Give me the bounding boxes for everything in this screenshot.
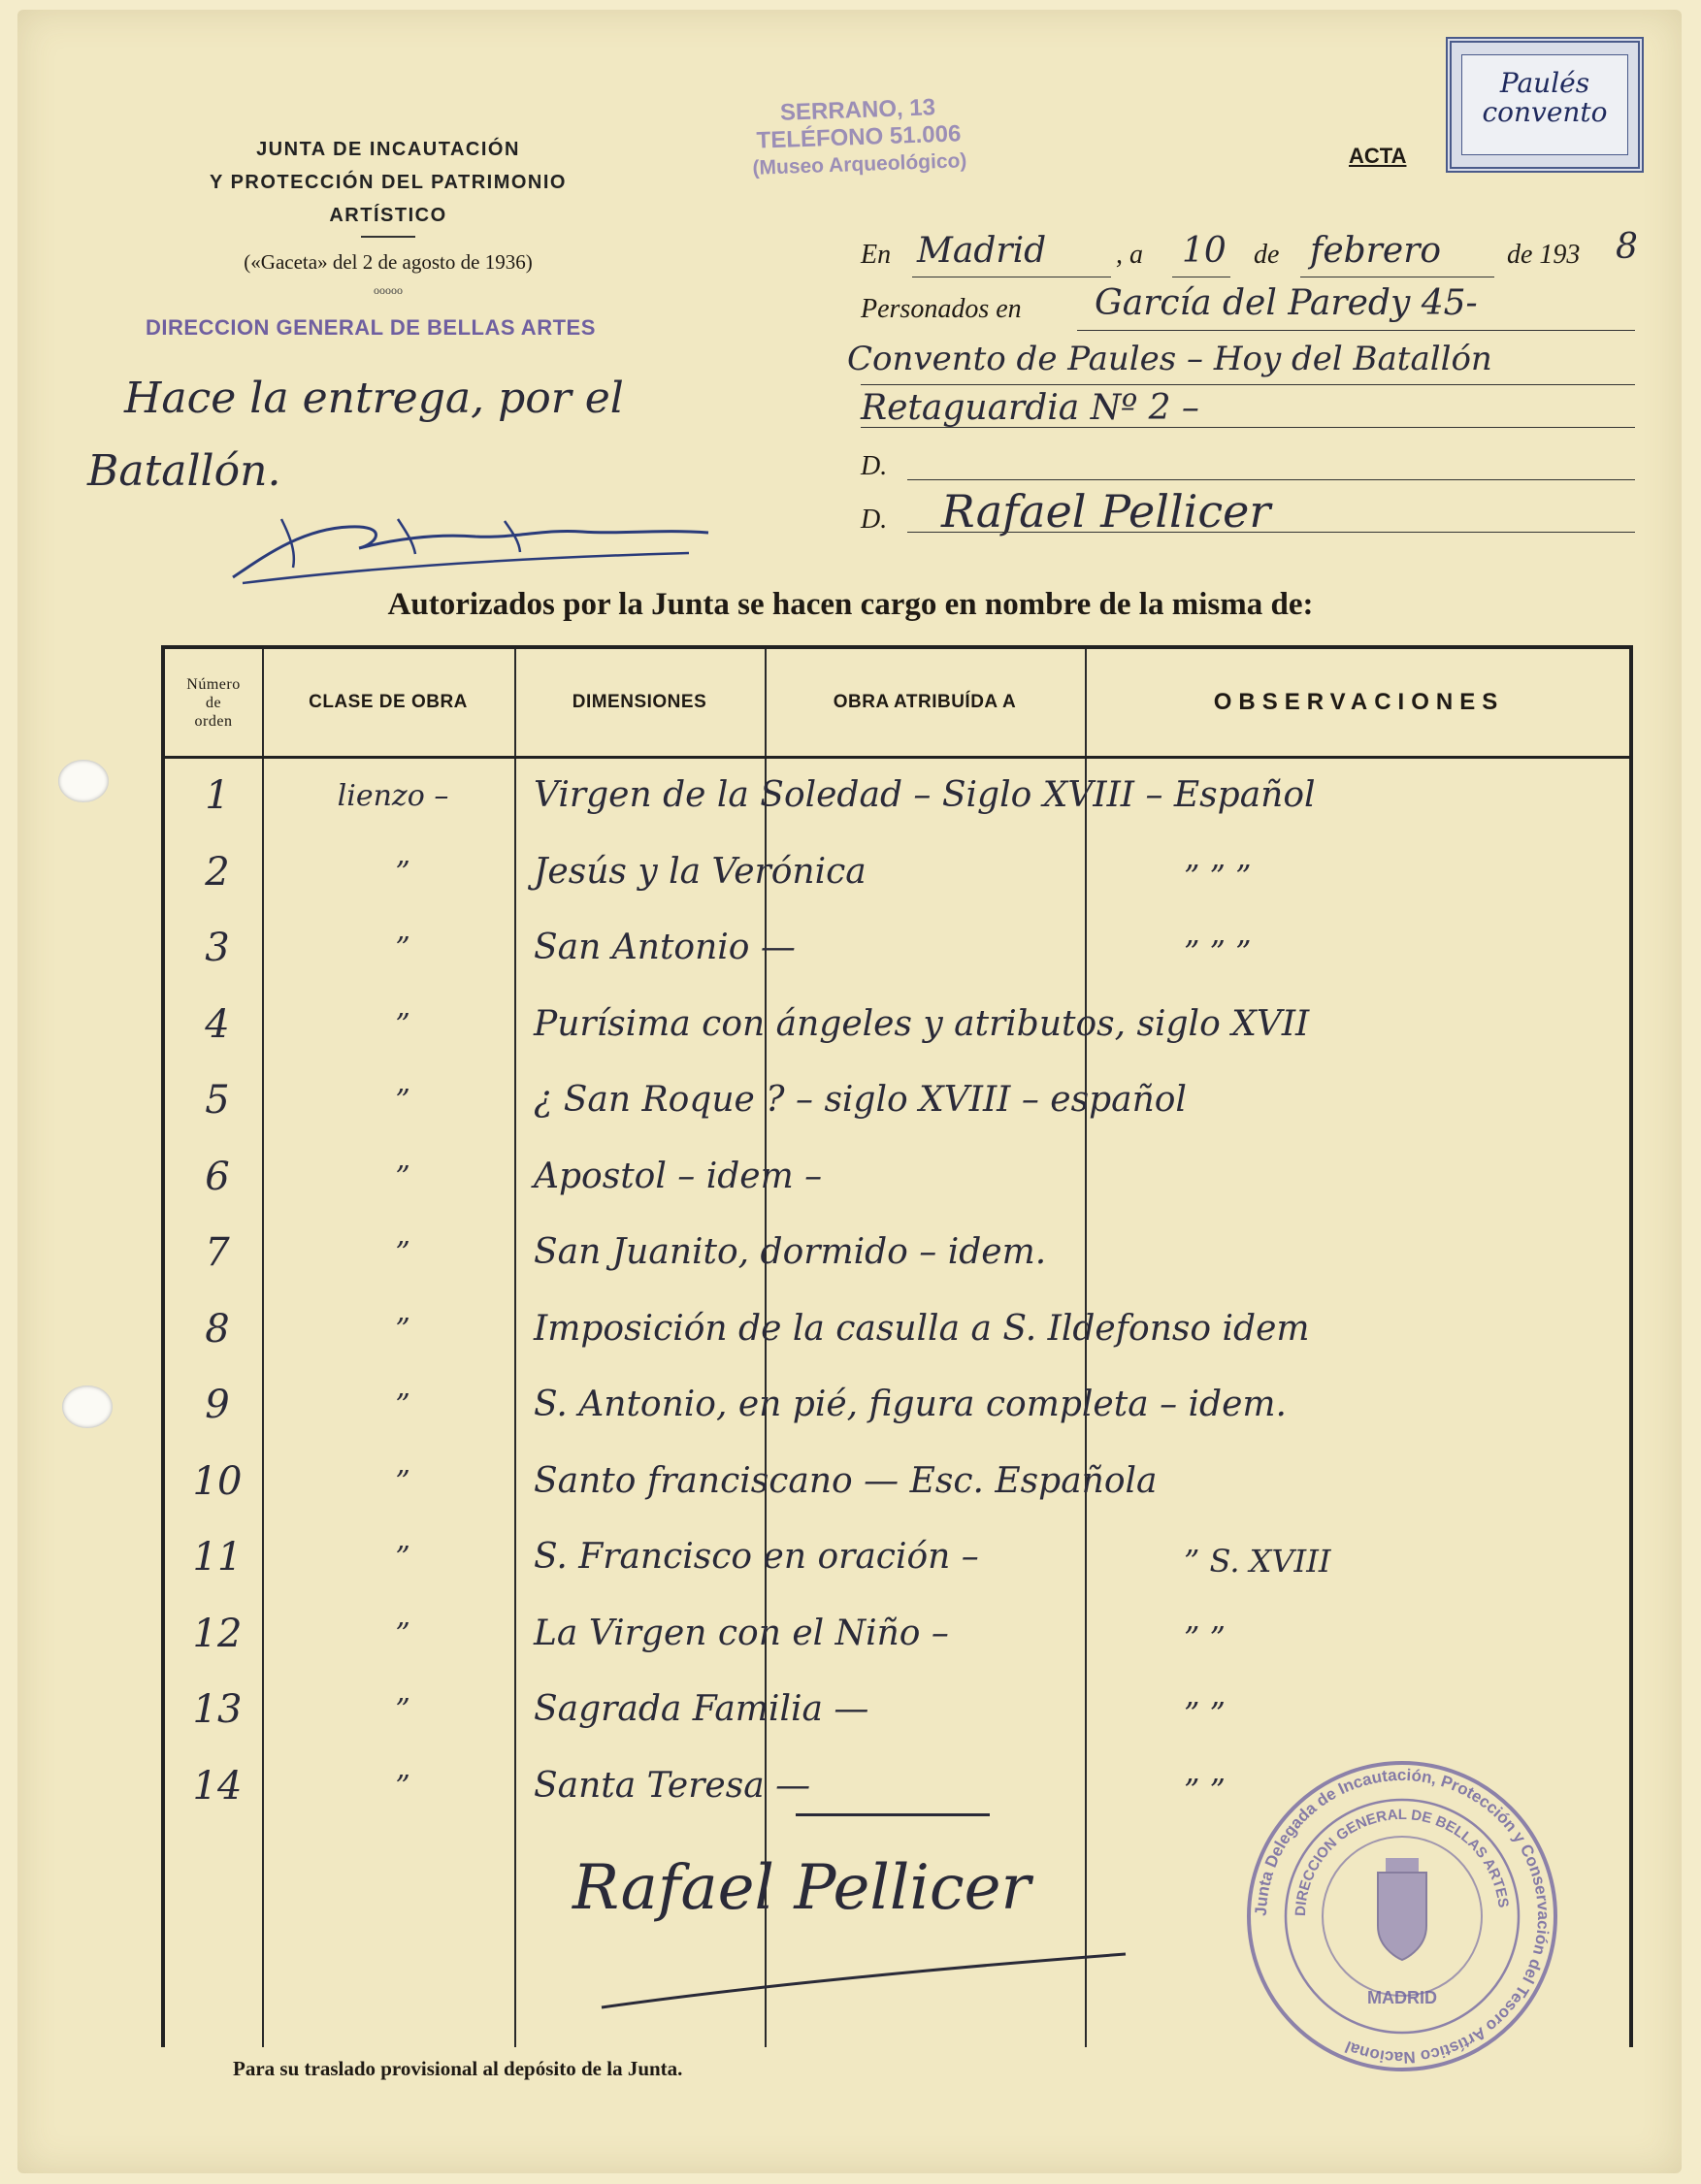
label-stamp-line: Paulés (1499, 67, 1590, 99)
address-stamp-line: (Museo Arqueológico) (752, 149, 967, 179)
row-description: Jesús y la Verónica (534, 851, 867, 892)
row-number: 8 (205, 1306, 230, 1352)
row-clase: ” (395, 1693, 410, 1727)
margin-note-line-2: Batallón. (87, 446, 281, 496)
row-number: 7 (205, 1230, 230, 1275)
d1-line (907, 479, 1635, 480)
row-clase: ” (395, 1769, 410, 1804)
row-description: Santa Teresa — (534, 1765, 811, 1806)
punch-hole-bottom (62, 1385, 113, 1428)
location-line-3: Retaguardia Nº 2 – (861, 388, 1199, 428)
row-observaciones: ” ” (1184, 1771, 1226, 1809)
year-label: de 193 (1507, 240, 1581, 270)
row-number: 3 (205, 926, 230, 970)
row-clase: ” (395, 1312, 410, 1347)
header-numero-line: orden (194, 712, 233, 730)
row-clase: ” (395, 1388, 410, 1422)
label-stamp-inner (1461, 54, 1628, 155)
label-stamp-line: convento (1482, 96, 1608, 128)
location-line-1-rule (1077, 330, 1635, 331)
row-number: 14 (192, 1763, 243, 1809)
row-description: S. Francisco en oración – (534, 1537, 979, 1577)
column-divider (1085, 649, 1087, 2047)
row-description: San Juanito, dormido – idem. (534, 1232, 1047, 1272)
row-description: ¿ San Roque ? – siglo XVIII – español (534, 1080, 1187, 1120)
header-observaciones: OBSERVACIONES (1213, 689, 1505, 715)
row-description: Imposición de la casulla a S. Ildefonso idem (534, 1308, 1310, 1349)
row-clase: ” (395, 1616, 410, 1651)
org-line: JUNTA DE INCAUTACIÓN (256, 139, 520, 160)
row-clase: ” (395, 1464, 410, 1499)
row-clase: lienzo – (337, 779, 449, 813)
row-number: 6 (205, 1154, 230, 1199)
location-line-2: Convento de Paules – Hoy del Batallón (847, 340, 1492, 378)
row-clase: ” (395, 1007, 410, 1042)
row-description: Purísima con ángeles y atributos, siglo XVII (534, 1003, 1310, 1044)
acta-label: ACTA (1349, 144, 1407, 168)
row-observaciones: ” ” (1184, 1695, 1226, 1732)
month-value: febrero (1310, 231, 1442, 271)
address-stamp (683, 91, 1035, 185)
personados-label: Personados en (861, 294, 1022, 324)
header-divider (165, 756, 1629, 759)
header-numero (165, 649, 262, 756)
header-dimensiones: DIMENSIONES (572, 692, 707, 712)
row-number: 2 (205, 849, 230, 895)
closing-rule (796, 1813, 990, 1816)
d1-label: D. (861, 451, 888, 481)
row-observaciones: ” ” ” (1184, 933, 1252, 970)
row-description: Santo franciscano — Esc. Española (534, 1460, 1158, 1501)
footer-note: Para su traslado provisional al depósito de la Junta. (233, 2057, 683, 2080)
row-description: San Antonio — (534, 928, 796, 967)
direccion-stamp: DIRECCION GENERAL DE BELLAS ARTES (146, 315, 596, 340)
row-clase: ” (395, 1236, 410, 1270)
row-observaciones: ” ” ” (1184, 857, 1252, 895)
row-number: 5 (205, 1078, 230, 1123)
header-atribuida: OBRA ATRIBUÍDA A (833, 692, 1017, 712)
letterhead-org (146, 133, 631, 232)
signature-bottom-flourish (592, 1910, 1135, 2017)
row-description: Sagrada Familia — (534, 1689, 869, 1729)
ornament: ooooo (374, 283, 403, 297)
address-stamp-line: SERRANO, 13 (779, 94, 936, 126)
row-number: 10 (192, 1458, 243, 1504)
row-clase: ” (395, 1541, 410, 1575)
org-line: Y PROTECCIÓN DEL PATRIMONIO (210, 172, 567, 193)
row-number: 11 (192, 1535, 243, 1580)
row-clase: ” (395, 1159, 410, 1194)
margin-note-line-1: Hace la entrega, por el (124, 374, 624, 423)
location-line-1: García del Paredy 45- (1095, 283, 1478, 323)
row-description: La Virgen con el Niño – (534, 1613, 949, 1653)
seal-city: MADRID (1367, 1988, 1437, 2007)
row-observaciones: ” ” (1184, 1618, 1226, 1656)
d2-line (907, 532, 1635, 533)
location-line-3-rule (861, 427, 1635, 428)
header-clase: CLASE DE OBRA (309, 692, 468, 712)
letterhead-rule (361, 236, 415, 238)
coat-of-arms-icon (1378, 1858, 1426, 1960)
address-stamp-line: TELÉFONO 51.006 (756, 120, 962, 154)
signature-bottom: Rafael Pellicer (572, 1852, 1031, 1924)
en-label: En (861, 240, 892, 270)
row-clase: ” (395, 1084, 410, 1118)
row-number: 13 (192, 1687, 243, 1732)
punch-hole-top (58, 760, 109, 802)
year-digit: 8 (1616, 227, 1638, 267)
seal-outer-text: Junta Delegada de Incautación, Protección y Conservación del Tesoro Artístico Nacional (1251, 1765, 1554, 2068)
place-value: Madrid (917, 231, 1047, 271)
official-seal (1242, 1756, 1562, 2076)
org-line: ARTÍSTICO (329, 205, 447, 226)
a-label: , a (1116, 240, 1143, 270)
row-number: 12 (192, 1611, 243, 1656)
label-stamp-text (1462, 69, 1627, 127)
header-numero-line: Número (186, 675, 241, 693)
row-clase: ” (395, 931, 410, 965)
row-number: 1 (205, 773, 230, 818)
d2-value: Rafael Pellicer (941, 485, 1271, 538)
row-description: S. Antonio, en pié, figura completa – idem. (534, 1385, 1287, 1424)
row-description: Apostol – idem – (534, 1156, 823, 1196)
location-line-2-rule (861, 384, 1635, 385)
d2-label: D. (861, 505, 888, 535)
row-number: 9 (205, 1383, 230, 1427)
seal-inner-text: DIRECCION GENERAL DE BELLAS ARTES (1292, 1806, 1512, 1917)
day-value: 10 (1182, 231, 1227, 271)
table-heading: Autorizados por la Junta se hacen cargo en nombre de la misma de: (387, 587, 1314, 622)
row-clase: ” (395, 855, 410, 890)
row-observaciones: ” S. XVIII (1184, 1543, 1331, 1580)
de-label: de (1254, 240, 1280, 270)
gaceta-reference: («Gaceta» del 2 de agosto de 1936) (244, 250, 533, 274)
row-number: 4 (205, 1001, 230, 1047)
header-numero-line: de (205, 694, 222, 711)
signature-top (223, 500, 728, 587)
label-stamp (1446, 37, 1644, 173)
row-description: Virgen de la Soledad – Siglo XVIII – Español (534, 775, 1316, 815)
